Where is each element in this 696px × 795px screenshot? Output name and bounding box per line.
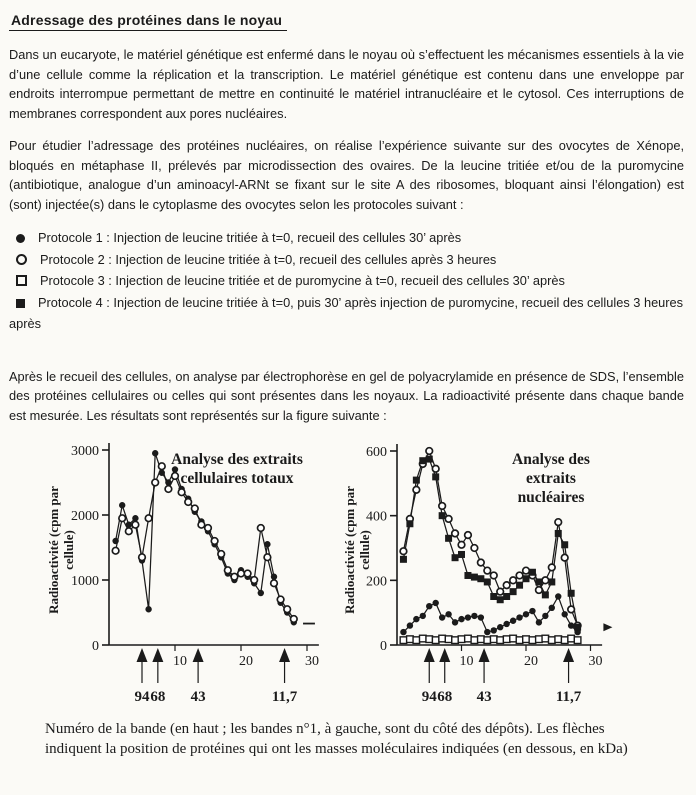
svg-text:68: 68 — [437, 689, 453, 705]
chart-title: Analyse des extraits cellulaires totaux — [171, 451, 303, 487]
filled-circle-icon — [16, 234, 25, 243]
open-square-icon — [16, 275, 27, 286]
svg-text:3000: 3000 — [71, 444, 99, 459]
protocol-item-1 — [9, 227, 684, 249]
svg-text:30: 30 — [305, 654, 319, 669]
svg-text:0: 0 — [92, 639, 99, 654]
svg-text:68: 68 — [150, 689, 166, 705]
chart-title: Analyse des extraits nucléaires — [512, 451, 590, 506]
svg-text:200: 200 — [366, 574, 387, 590]
svg-text:94: 94 — [134, 689, 150, 705]
chart-nuclear-extracts — [341, 438, 653, 716]
protocol-item-4 — [9, 292, 684, 335]
molecular-mass-arrows — [422, 648, 582, 705]
svg-text:94: 94 — [421, 689, 437, 705]
svg-text:400: 400 — [366, 509, 387, 525]
svg-text:1000: 1000 — [71, 574, 99, 589]
protocol-item-2 — [9, 249, 684, 271]
molecular-mass-arrows — [135, 648, 298, 705]
protocol-list — [9, 227, 684, 335]
protocol-3-text: Protocole 3 : Injection de leucine tritiée et de puromycine à t=0, recueil des cellules 30’ après — [40, 273, 565, 288]
y-axis-label: Radioactivité (cpm parcellule) — [46, 486, 76, 614]
svg-text:600: 600 — [366, 445, 387, 460]
filled-square-icon — [16, 299, 25, 308]
svg-text:11,7: 11,7 — [555, 689, 582, 705]
svg-text:30: 30 — [588, 654, 603, 669]
svg-text:0: 0 — [380, 639, 387, 654]
svg-text:10: 10 — [459, 654, 474, 669]
paragraph-analysis: Après le recueil des cellules, on analyse par électrophorèse en gel de polyacrylamide en présence de SDS, l’ensemble des protéines cellulaires ou celles qui sont présentes dans les noyaux. La radioactivité présente dans chaque bande est mesurée. Les résultats sont représentés sur la figure suivante : — [9, 368, 684, 423]
protocol-item-3 — [9, 270, 684, 292]
results-figure — [9, 438, 684, 716]
figure-caption: Numéro de la bande (en haut ; les bandes n°1, à gauche, sont du côté des dépôts). Les flèches indiquent la position de protéines qui ont les masses moléculaires indiquées (en dessous, en kDa) — [45, 721, 628, 757]
protocol-1-text: Protocole 1 : Injection de leucine tritiée à t=0, recueil des cellules 30’ après — [38, 230, 462, 245]
svg-text:2000: 2000 — [71, 509, 99, 524]
paragraph-experiment: Pour étudier l’adressage des protéines nucléaires, on réalise l’expérience suivante sur des ovocytes de Xénope, bloqués en métaphase II, prélevés par microdissection des ovaires. De la leucine tritiée et/ou de la puromycine (antibiotique, analogue d’un aminoacyl-ARNt se fixant sur le site A des ribosomes, bloquant ainsi l’élongation) est (sont) injectée(s) dans le cytoplasme des ovocytes selon les protocoles suivant : — [9, 138, 684, 212]
document-title: Adressage des protéines dans le noyau — [9, 12, 287, 31]
open-circle-icon — [16, 254, 27, 265]
series-line-filled-circle — [403, 597, 577, 633]
svg-text:43: 43 — [190, 689, 206, 705]
protocol-2-text: Protocole 2 : Injection de leucine tritiée à t=0, recueil des cellules après 3 heures — [40, 251, 497, 267]
svg-text:10: 10 — [173, 654, 187, 669]
axis-end-arrow-icon — [603, 623, 612, 631]
y-axis-label: Radioactivité (cpm parcellule) — [342, 486, 372, 614]
svg-text:11,7: 11,7 — [271, 689, 298, 705]
protocol-4-text: Protocole 4 : Injection de leucine tritiée à t=0, puis 30’ après injection de puromycine, recueil des cellules 3 heures après — [9, 294, 684, 331]
series-markers-open-square — [400, 635, 581, 643]
svg-text:20: 20 — [524, 654, 538, 669]
svg-text:20: 20 — [239, 654, 253, 669]
chart-total-extracts — [45, 438, 341, 716]
paragraph-intro: Dans un eucaryote, le matériel génétique est enfermé dans le noyau où s’effectuent les mécanismes essentiels à la vie d’une cellule comme la réplication et la transcription. Le matériel génétique est contenu dans une enveloppe par endroits interrompue permettant de mettre en continuité le matériel intranucléaire et le cytosol. Ces interruptions de membranes correspondent aux pores nucléaires. — [9, 47, 684, 121]
svg-text:43: 43 — [476, 689, 492, 705]
